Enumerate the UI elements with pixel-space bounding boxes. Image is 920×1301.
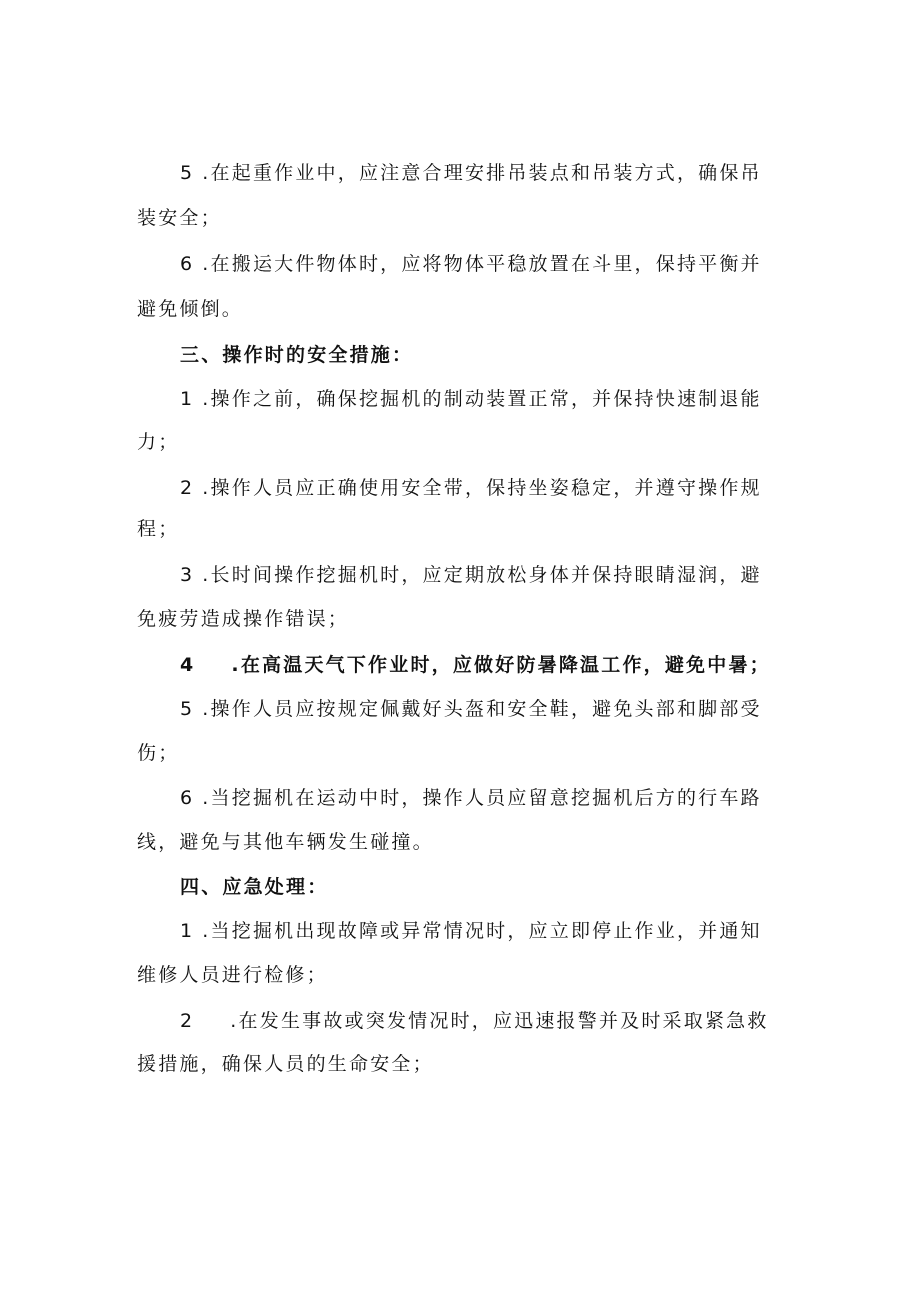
item-number: 2 [180, 477, 195, 499]
item-sep: . [231, 654, 241, 676]
paragraph-number: 5 [180, 162, 195, 184]
item-text: 操作人员应正确使用安全带，保持坐姿稳定，并遵守操作规 [210, 477, 762, 499]
section-3-item-5-line1 [180, 697, 762, 721]
section-3-item-3-line1 [180, 563, 762, 587]
section-3-item-2-line2: 程； [137, 518, 180, 540]
item-text: 在发生事故或突发情况时，应迅速报警并及时采取紧急救 [238, 1010, 769, 1032]
section-3-item-4-line1 [180, 653, 771, 677]
section-3-item-1-line2: 力； [137, 431, 180, 453]
paragraph-sep: . [202, 162, 211, 184]
section-3-item-6-line2: 线，避免与其他车辆发生碰撞。 [137, 831, 434, 853]
item-sep: . [202, 564, 211, 586]
item-sep: . [202, 388, 211, 410]
section-3-item-2-line1 [180, 476, 762, 500]
section-4-item-1-line2: 维修人员进行检修； [137, 964, 328, 986]
section-4-item-1-line1 [180, 919, 762, 943]
section-3-item-5-line2: 伤； [137, 742, 180, 764]
section-3-item-3-line2: 免疲劳造成操作错误； [137, 608, 350, 630]
item-text: 当挖掘机在运动中时，操作人员应留意挖掘机后方的行车路 [210, 787, 762, 809]
item-sep: . [202, 698, 211, 720]
item-text: 操作之前，确保挖掘机的制动装置正常，并保持快速制退能 [210, 388, 762, 410]
paragraph-text: 在起重作业中，应注意合理安排吊装点和吊装方式，确保吊 [210, 162, 762, 184]
paragraph-sep: . [202, 253, 211, 275]
item-sep: . [230, 1010, 239, 1032]
paragraph-6-moving-line1 [180, 252, 762, 276]
item-number: 5 [180, 698, 195, 720]
paragraph-number: 6 [180, 253, 195, 275]
item-sep: . [202, 920, 211, 942]
item-sep: . [202, 787, 211, 809]
paragraph-6-moving-line2: 避免倾倒。 [137, 298, 244, 320]
item-number: 1 [180, 920, 195, 942]
section-4-item-2-line1 [180, 1009, 769, 1033]
item-number: 4 [180, 654, 196, 676]
section-4-heading: 四、应急处理： [180, 876, 329, 898]
section-3-item-6-line1 [180, 786, 762, 810]
paragraph-text: 在搬运大件物体时，应将物体平稳放置在斗里，保持平衡并 [210, 253, 762, 275]
item-number: 1 [180, 388, 195, 410]
paragraph-5-lifting-line2: 装安全； [137, 207, 222, 229]
item-text: 当挖掘机出现故障或异常情况时，应立即停止作业，并通知 [210, 920, 762, 942]
item-number: 6 [180, 787, 195, 809]
item-number: 2 [180, 1010, 195, 1032]
item-sep: . [202, 477, 211, 499]
item-number: 3 [180, 564, 195, 586]
section-4-item-2-line2: 援措施，确保人员的生命安全； [137, 1053, 434, 1075]
item-text: 在高温天气下作业时，应做好防暑降温工作，避免中暑； [240, 654, 771, 676]
section-3-item-1-line1 [180, 387, 762, 411]
item-text: 长时间操作挖掘机时，应定期放松身体并保持眼睛湿润，避 [210, 564, 762, 586]
section-3-heading: 三、操作时的安全措施： [180, 344, 414, 366]
item-text: 操作人员应按规定佩戴好头盔和安全鞋，避免头部和脚部受 [210, 698, 762, 720]
paragraph-5-lifting-line1 [180, 161, 762, 185]
